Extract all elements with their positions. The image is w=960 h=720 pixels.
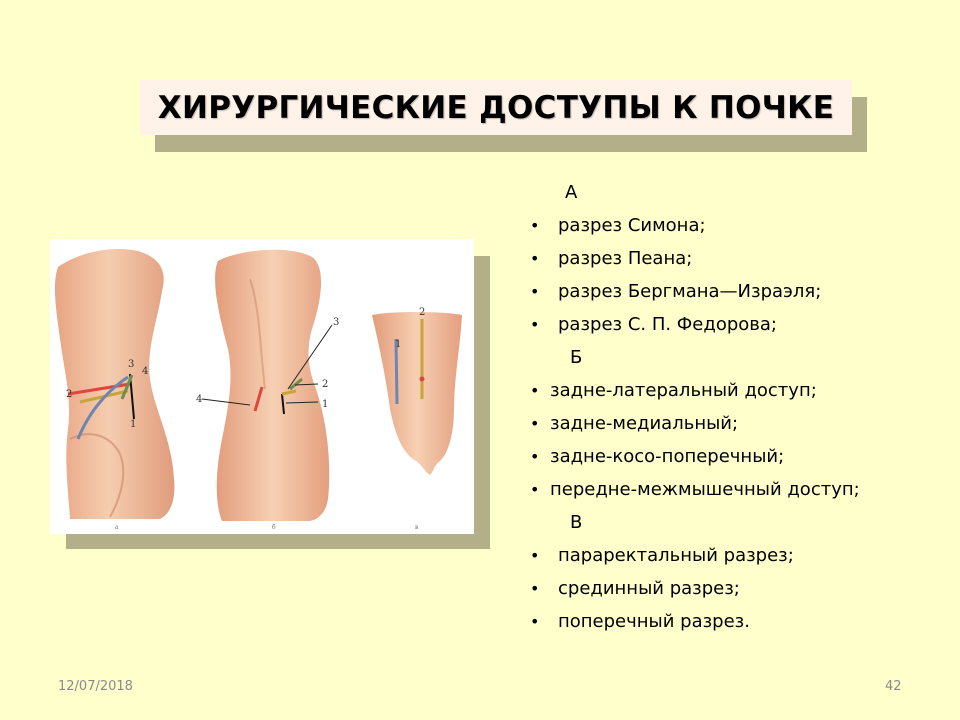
- marker-1-a: 1: [130, 419, 137, 430]
- title-box: [140, 80, 852, 135]
- torso-back-view: [196, 250, 339, 531]
- panel-label-a: а: [115, 524, 119, 531]
- anatomy-illustration: [50, 239, 474, 534]
- marker-3-b: 3: [333, 317, 340, 328]
- anatomy-figure: [50, 239, 474, 534]
- bullet-icon: •: [530, 546, 540, 565]
- marker-4-b: 4: [196, 394, 203, 405]
- bullet-icon: •: [530, 216, 540, 235]
- marker-2-b: 2: [322, 379, 329, 390]
- slide-title: ХИРУРГИЧЕСКИЕ ДОСТУПЫ К ПОЧКЕ: [157, 89, 835, 126]
- bullet-icon: •: [530, 249, 540, 268]
- marker-3-a: 3: [128, 359, 135, 370]
- bullet-icon: •: [530, 447, 540, 466]
- marker-4-a: 4: [142, 366, 149, 377]
- marker-1-b: 1: [322, 399, 329, 410]
- bullet-icon: •: [530, 579, 540, 598]
- torso-a-body: [55, 249, 174, 519]
- bullet-icon: •: [530, 315, 540, 334]
- bullet-icon: •: [530, 480, 540, 499]
- bullet-icon: •: [530, 414, 540, 433]
- bullet-icon: •: [530, 612, 540, 631]
- marker-2-a: 2: [66, 389, 73, 400]
- bullet-icon: •: [530, 282, 540, 301]
- slide-date: 12/07/2018: [58, 679, 133, 694]
- panel-label-c: в: [415, 524, 419, 531]
- bullet-icon: •: [530, 381, 540, 400]
- panel-label-b: б: [272, 524, 276, 531]
- navel-mark: [420, 377, 425, 382]
- marker-1-c: 1: [395, 339, 402, 350]
- torso-front-view: [372, 307, 462, 531]
- torso-b-body: [215, 250, 329, 521]
- torso-side-view: [55, 249, 174, 531]
- slide-page-number: 42: [885, 679, 902, 694]
- torso-c-body: [372, 312, 462, 475]
- marker-2-c: 2: [419, 307, 426, 318]
